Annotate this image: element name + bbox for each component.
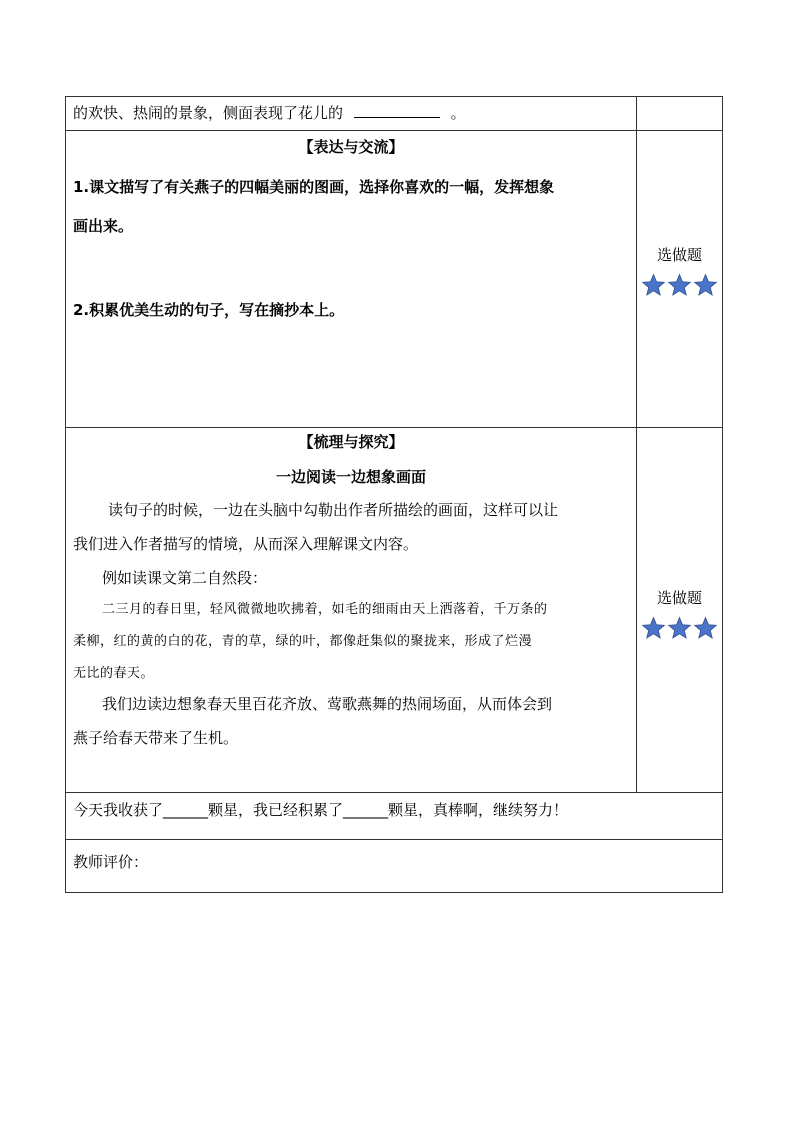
star-icon[interactable] (641, 273, 666, 297)
explore-p2: 例如读课文第二自然段： (102, 569, 268, 587)
star-icon[interactable] (693, 616, 718, 640)
express-optional-label: 选做题 (656, 246, 702, 264)
explore-side (637, 428, 723, 793)
explore-p3-line2: 燕子给春天带来了生机。 (73, 729, 239, 747)
star-icon[interactable] (667, 616, 692, 640)
explore-subheading: 一边阅读一边想象画面 (275, 468, 426, 486)
star-icon[interactable] (641, 616, 666, 640)
star-icon[interactable] (693, 273, 718, 297)
explore-content (66, 428, 637, 793)
summary-cell (66, 793, 723, 840)
express-heading: 【表达与交流】 (298, 138, 404, 156)
summary-text[interactable]: 今天我收获了______颗星，我已经积累了______颗星，真棒啊，继续努力！ (73, 801, 569, 819)
explore-star-rating[interactable] (637, 616, 722, 640)
explore-quote-line3: 无比的春天。 (73, 666, 155, 681)
row-summary (66, 793, 723, 840)
express-q1-line1: 1.课文描写了有关燕子的四幅美丽的图画，选择你喜欢的一幅，发挥想象 (73, 178, 555, 196)
express-content (66, 131, 637, 428)
row-flowers-text-after: 。 (450, 104, 466, 122)
explore-p1-line2: 我们进入作者描写的情境，从而深入理解课文内容。 (73, 535, 419, 553)
worksheet-table (65, 96, 723, 893)
row-flowers-content (66, 97, 637, 131)
express-star-rating[interactable] (637, 273, 722, 297)
star-icon[interactable] (667, 273, 692, 297)
row-express (66, 131, 723, 428)
row-flowers-side (637, 97, 723, 131)
row-teacher (66, 840, 723, 893)
teacher-label: 教师评价： (73, 853, 149, 871)
answer-blank[interactable] (354, 103, 440, 118)
explore-quote-line1: 二三月的春日里，轻风微微地吹拂着，如毛的细雨由天上洒落着，千万条的 (102, 602, 548, 617)
express-q2: 2.积累优美生动的句子，写在摘抄本上。 (73, 301, 345, 319)
row-flowers (66, 97, 723, 131)
explore-heading: 【梳理与探究】 (298, 433, 404, 451)
explore-quote-line2: 柔柳，红的黄的白的花，青的草，绿的叶，都像赶集似的聚拢来，形成了烂漫 (73, 634, 533, 649)
express-side (637, 131, 723, 428)
teacher-cell (66, 840, 723, 893)
row-explore (66, 428, 723, 793)
explore-p1-line1: 读句子的时候，一边在头脑中勾勒出作者所描绘的画面，这样可以让 (108, 501, 559, 519)
row-flowers-text-before: 的欢快、热闹的景象，侧面表现了花儿的 (73, 104, 344, 122)
express-q1-line2: 画出来。 (73, 217, 134, 235)
explore-optional-label: 选做题 (656, 589, 702, 607)
explore-p3-line1: 我们边读边想象春天里百花齐放、莺歌燕舞的热闹场面，从而体会到 (102, 695, 553, 713)
row-flowers-text (66, 97, 636, 123)
